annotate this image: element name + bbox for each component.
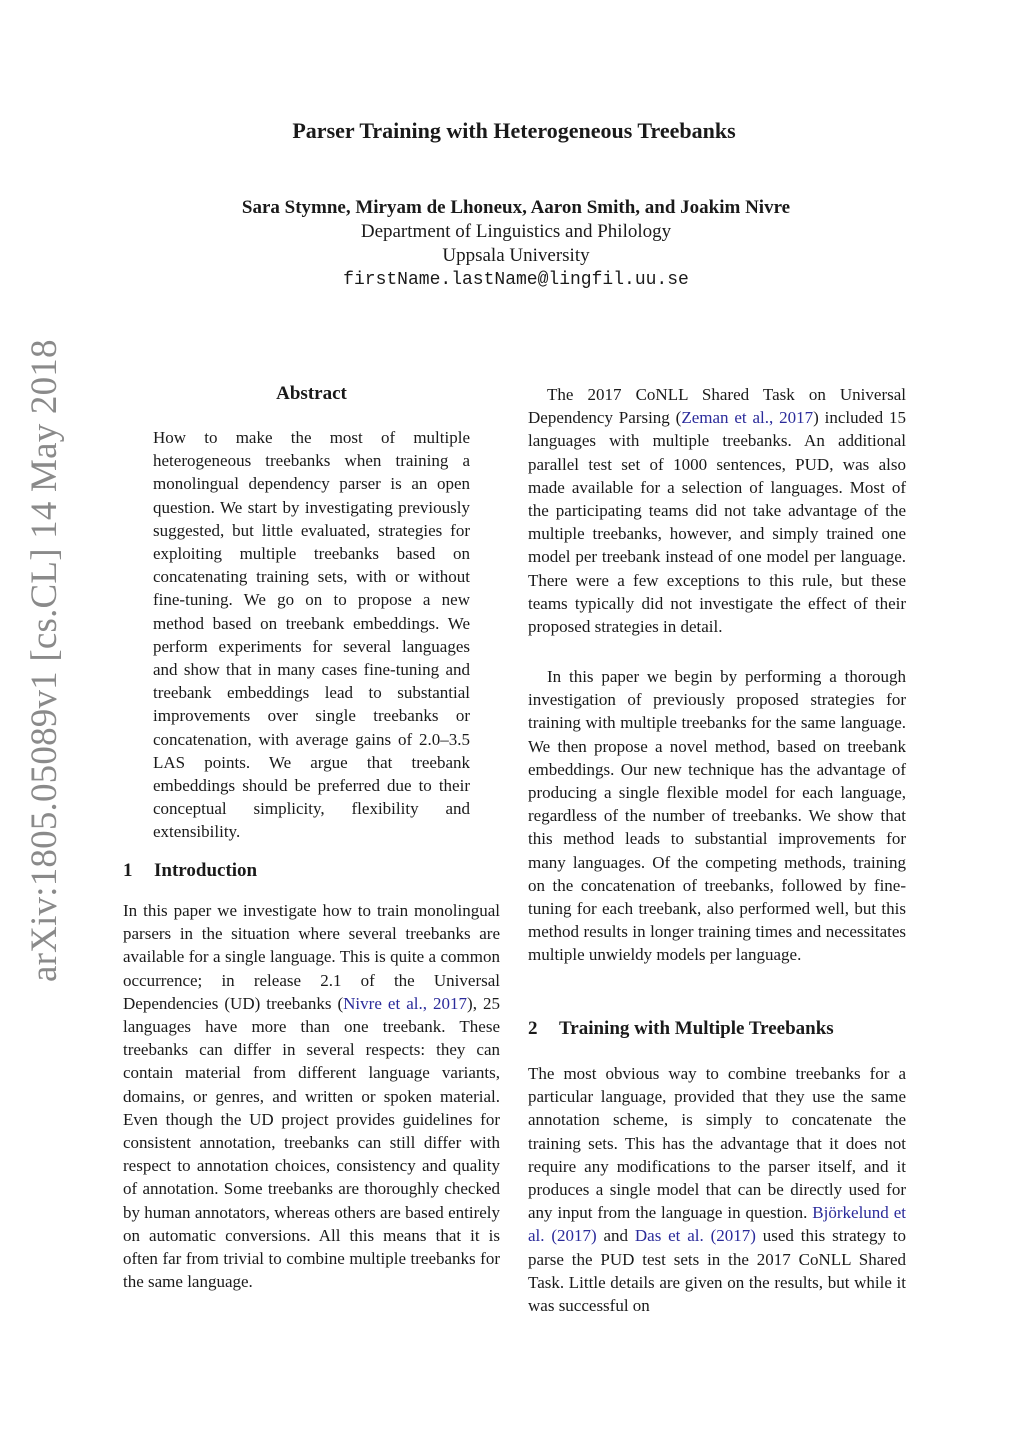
paper-title: Parser Training with Heterogeneous Treebanks (292, 118, 736, 143)
citation-link-zeman-2017[interactable]: Zeman et al., 2017 (681, 408, 814, 428)
right-paragraph-2: In this paper we begin by performing a thorough investigation of previously proposed strategies for training with multiple treebanks for the same language. We then propose a novel method, based on treebank embeddings. Our new technique has the advantage of producing a single flexible model for each language, regardless of the number of treebanks. We show that this method leads to substantial improvements for many languages. Of the competing methods, training on the concatenation of treebanks, followed by fine-tuning for each treebank, also performed well, but this method results in longer training times and necessitates multiple unwieldy models per language. (528, 667, 906, 965)
right-paragraph-1 (528, 383, 906, 638)
abstract-body: How to make the most of multiple heterogeneous treebanks when training a monolingual dependency parser is an open question. We start by investigating previously suggested, but little evaluated, strategies for exploiting multiple treebanks based on concatenating training sets, with or without fine-tuning. We go on to propose a new method based on treebank embeddings. We perform experiments for several languages and show that in many cases fine-tuning and treebank embeddings lead to substantial improvements over single treebanks or concatenation, with average gains of 2.0–3.5 LAS points. We argue that treebank embeddings should be preferred due to their conceptual simplicity, flexibility and extensibility. (153, 428, 470, 842)
paragraph-text: ) included 15 languages with multiple treebanks. An additional parallel test set of 1000 sentences, PUD, was also made available for a selection of languages. Most of the participating teams did not take advantage of the multiple treebanks, however, and simply trained one model per treebank instead of one model per language. There were a few exceptions to this rule, but these teams typically did not investigate the effect of their proposed strategies in detail. (528, 408, 906, 637)
section2-paragraph-1 (528, 1062, 906, 1317)
citation-link-das-2017[interactable]: Das et al. (2017) (634, 1226, 756, 1246)
author-list: Sara Stymne, Miryam de Lhoneux, Aaron Smith, and Joakim Nivre (241, 197, 791, 218)
abstract-heading: Abstract (276, 383, 347, 404)
paragraph-text: used this strategy to parse the PUD test sets in the 2017 CoNLL Shared Task. Little details are given on the results, but while it was successful on (528, 1226, 906, 1316)
arxiv-identifier-stamp: arXiv:1805.05089v1 [cs.CL] 14 May 2018 (24, 339, 65, 982)
author-email: firstName.lastName@lingfil.uu.se (343, 270, 689, 290)
affiliation-university: Uppsala University (442, 245, 590, 266)
affiliation-department: Department of Linguistics and Philology (360, 221, 672, 242)
intro-paragraph-1 (123, 899, 500, 1293)
section-heading-training (528, 1018, 834, 1040)
citation-link-nivre-2017[interactable]: Nivre et al., 2017 (343, 993, 468, 1013)
paragraph-text: In this paper we investigate how to train monolingual parsers in the situation where several treebanks are available for a single language. This is quite a common occurrence; in release 2.1 of the Universal Dependencies (UD) treebanks ( (123, 901, 500, 1013)
paragraph-text: The 2017 CoNLL Shared Task on Universal Dependency Parsing ( (528, 385, 906, 428)
paragraph-text: ), 25 languages have more than one treebank. These treebanks can differ in several respects: they can contain material from different language variants, domains, or genres, and written or spoken material. Even though the UD project provides guidelines for consistent annotation, treebanks can still differ with respect to annotation choices, consistency and quality of annotation. Some treebanks are thoroughly checked by human annotators, whereas others are based entirely on automatic conversions. All this means that it is often far from trivial to combine multiple treebanks for the same language. (123, 993, 500, 1292)
section-heading-introduction (123, 860, 257, 882)
paragraph-text: The most obvious way to combine treebanks for a particular language, provided that they use the same annotation scheme, is simply to concatenate the training sets. This has the advantage that it does not require any modifications to the parser itself, and it produces a single model that can be directly used for any input from the language in question. (528, 1064, 906, 1223)
section-title: Training with Multiple Treebanks (559, 1018, 834, 1039)
citation-link-bjorkelund-2017[interactable]: Björkelund et al. (2017) (528, 1203, 906, 1246)
section-number: 1 (123, 860, 133, 881)
section-title: Introduction (154, 860, 258, 881)
paragraph-text: and (596, 1226, 635, 1246)
section-number: 2 (528, 1018, 538, 1039)
